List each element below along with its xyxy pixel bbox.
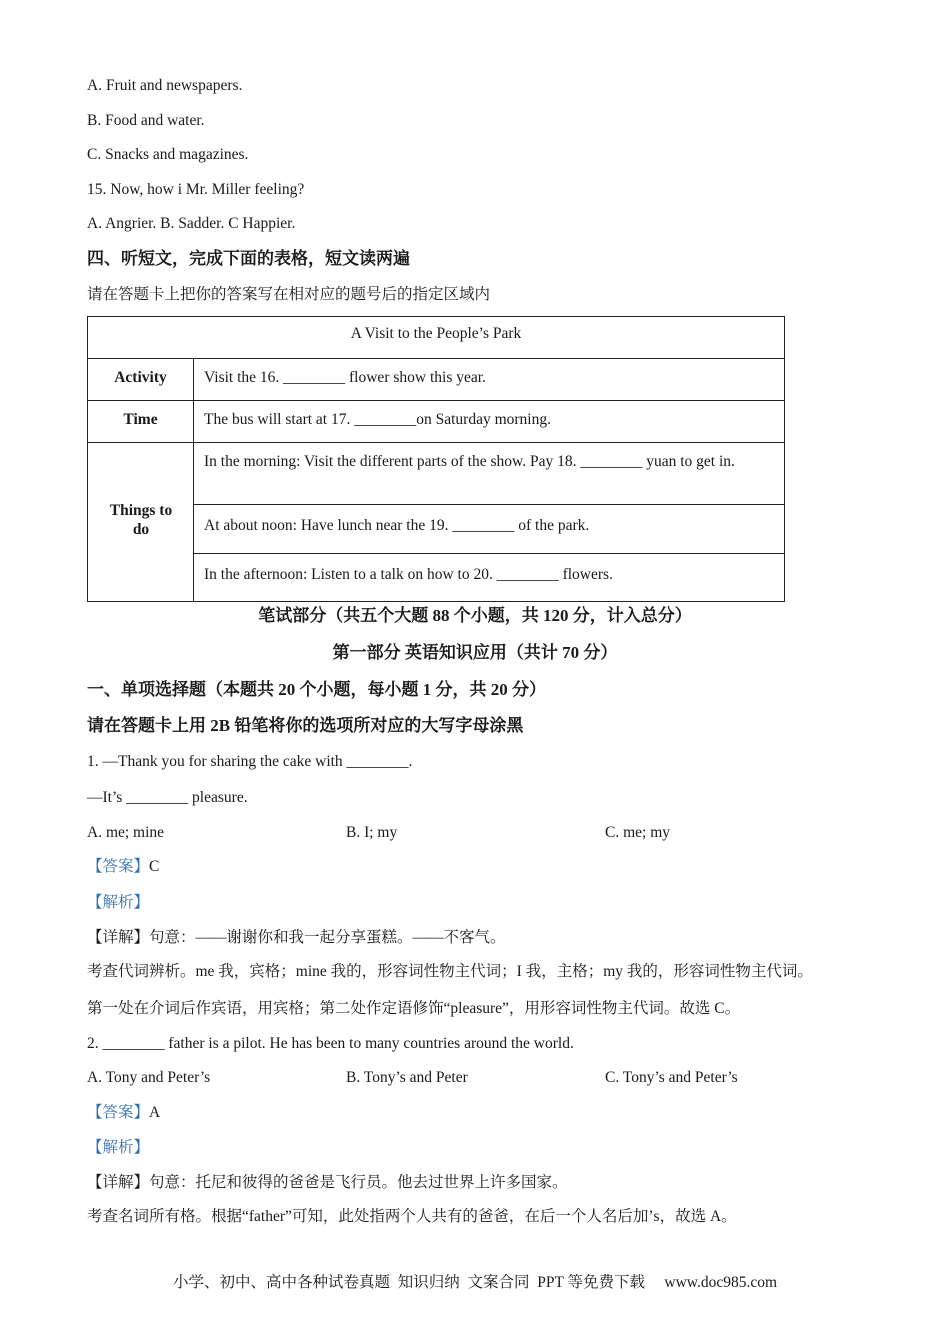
question-1-line-1: 1. —Thank you for sharing the cake with ________. [87,753,413,770]
q1-explanation-2: 第一处在介词后作宾语，用宾格；第二处作定语修饰“pleasure”，用形容词性物主代词。故选 C。 [87,1000,741,1017]
question-1-line-2: —It’s ________ pleasure. [87,789,248,806]
section-4-heading: 四、听短文，完成下面的表格，短文读两遍 [87,249,410,268]
question-2: 2. ________ father is a pilot. He has been to many countries around the world. [87,1035,574,1052]
option-line: C. Snacks and magazines. [87,146,249,163]
q2-explanation: 考查名词所有格。根据“father”可知，此处指两个人共有的爸爸，在后一个人名后加’s，故选 A。 [87,1208,737,1225]
section-1-heading: 一、单项选择题（本题共 20 个小题，每小题 1 分，共 20 分） [87,680,546,699]
question-15-options: A. Angrier. B. Sadder. C Happier. [87,215,296,232]
things-morning: In the morning: Visit the different parts of the show. Pay 18. ________ yuan to get in. [204,453,735,470]
things-afternoon: In the afternoon: Listen to a talk on how to 20. ________ flowers. [204,566,613,583]
section-4-instruction: 请在答题卡上把你的答案写在相对应的题号后的指定区域内 [87,286,491,303]
written-part-heading: 笔试部分（共五个大题 88 个小题，共 120 分，计入总分） [258,606,692,625]
table-title: A Visit to the People’s Park [350,325,522,342]
question-15: 15. Now, how i Mr. Miller feeling? [87,181,305,198]
things-noon: At about noon: Have lunch near the 19. ________ of the park. [204,517,590,534]
option-line: B. Food and water. [87,112,205,129]
q2-option-a: A. Tony and Peter’s [87,1069,211,1086]
answer-value: C [149,858,160,875]
answer-tag: 【答案】 [87,858,150,875]
activity-label: Activity [114,369,167,386]
activity-text: Visit the 16. ________ flower show this year. [204,369,486,386]
q1-option-b: B. I; my [346,824,398,841]
q1-answer [87,857,159,877]
q2-detail: 【详解】句意：托尼和彼得的爸爸是飞行员。他去过世界上许多国家。 [87,1174,568,1191]
q1-option-c: C. me; my [605,824,671,841]
things-label: Things to do [109,502,173,538]
q2-option-b: B. Tony’s and Peter [346,1069,468,1086]
q1-detail: 【详解】句意：——谢谢你和我一起分享蛋糕。——不客气。 [87,929,506,946]
q1-option-a: A. me; mine [87,824,165,841]
listening-table [87,316,785,602]
q2-analysis-tag: 【解析】 [87,1139,150,1156]
q1-explanation-1: 考查代词辨析。me 我，宾格；mine 我的，形容词性物主代词；I 我，主格；my 我的，形容词性物主代词。 [87,963,813,980]
section-1-instruction: 请在答题卡上用 2B 铅笔将你的选项所对应的大写字母涂黑 [87,716,524,735]
option-line: A. Fruit and newspapers. [87,77,243,94]
part-1-heading: 第一部分 英语知识应用（共计 70 分） [332,643,618,662]
page-footer: 小学、初中、高中各种试卷真题 知识归纳 文案合同 PPT 等免费下载 www.doc985.com [172,1274,778,1291]
time-text: The bus will start at 17. ________on Saturday morning. [204,411,551,428]
q2-option-c: C. Tony’s and Peter’s [605,1069,738,1086]
answer-tag: 【答案】 [87,1104,150,1121]
q1-analysis-tag: 【解析】 [87,894,150,911]
answer-value: A [149,1104,161,1121]
q2-answer [87,1103,160,1123]
time-label: Time [123,411,158,428]
